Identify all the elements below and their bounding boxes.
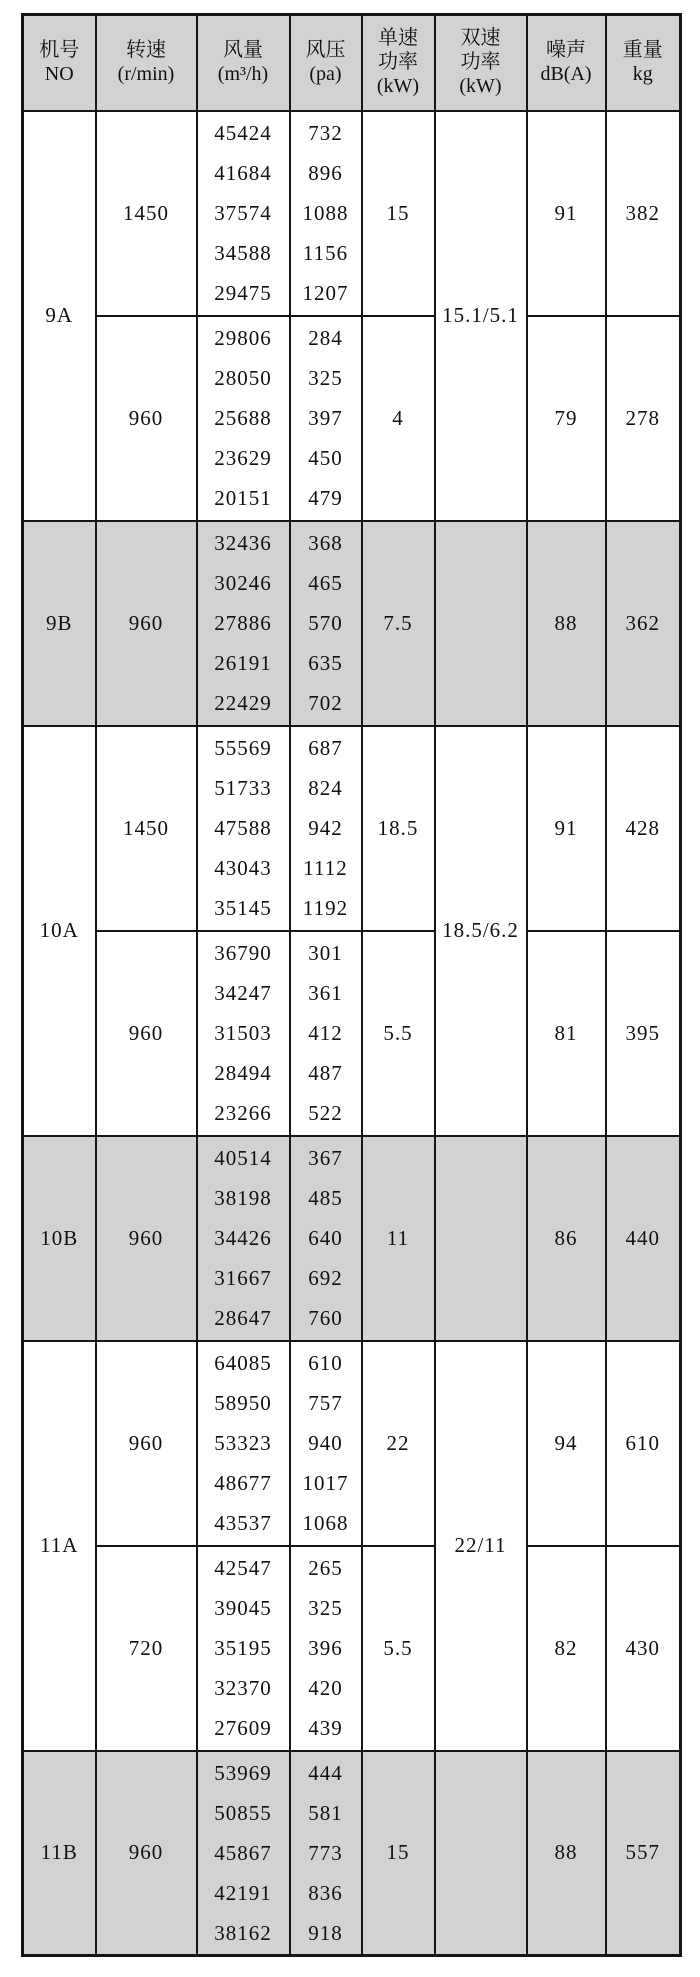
col-header-no bbox=[23, 15, 96, 111]
pressure-value: 896 bbox=[308, 161, 343, 185]
volume-value: 28647 bbox=[214, 1306, 272, 1330]
spec-table-body bbox=[23, 111, 681, 1956]
pressure-value: 522 bbox=[308, 1101, 343, 1125]
volume-value: 53323 bbox=[214, 1431, 272, 1455]
pressure-value: 760 bbox=[308, 1306, 343, 1330]
speed-cell: 960 bbox=[96, 316, 197, 521]
pressure-value: 1112 bbox=[303, 856, 348, 880]
pressure-value: 702 bbox=[308, 691, 343, 715]
header-line: (m³/h) bbox=[217, 62, 269, 85]
dual-power-cell bbox=[435, 1136, 527, 1341]
pressure-value: 439 bbox=[308, 1716, 343, 1740]
pressure-value: 610 bbox=[308, 1351, 343, 1375]
volume-value: 51733 bbox=[214, 776, 272, 800]
volume-value: 48677 bbox=[214, 1471, 272, 1495]
noise-cell: 81 bbox=[527, 931, 606, 1136]
single-power-cell: 18.5 bbox=[362, 726, 435, 931]
pressure-cell bbox=[290, 1341, 362, 1546]
volume-values bbox=[198, 523, 289, 723]
header-line: 噪声 bbox=[546, 39, 586, 62]
pressure-value: 824 bbox=[308, 776, 343, 800]
volume-values bbox=[198, 1138, 289, 1338]
single-power-cell: 4 bbox=[362, 316, 435, 521]
header-line: 功率 bbox=[378, 50, 418, 73]
volume-value: 37574 bbox=[214, 201, 272, 225]
volume-value: 38162 bbox=[214, 1920, 272, 1945]
volume-value: 34247 bbox=[214, 981, 272, 1005]
pressure-values bbox=[291, 1753, 361, 1953]
volume-values bbox=[198, 728, 289, 928]
volume-value: 27609 bbox=[214, 1716, 272, 1740]
pressure-value: 635 bbox=[308, 651, 343, 675]
dual-power-cell: 22/11 bbox=[435, 1341, 527, 1751]
header-line: dB(A) bbox=[540, 62, 592, 85]
volume-values bbox=[198, 1753, 289, 1953]
volume-value: 29806 bbox=[214, 326, 272, 350]
pressure-cell bbox=[290, 1751, 362, 1956]
volume-value: 34426 bbox=[214, 1226, 272, 1250]
noise-cell: 91 bbox=[527, 111, 606, 316]
volume-value: 42547 bbox=[214, 1556, 272, 1580]
dual-power-cell bbox=[435, 521, 527, 726]
single-power-cell: 15 bbox=[362, 111, 435, 316]
spec-row bbox=[23, 1546, 681, 1751]
pressure-value: 1068 bbox=[302, 1511, 349, 1535]
header-line: 双速 bbox=[460, 27, 501, 50]
no-cell: 11A bbox=[23, 1341, 96, 1751]
volume-values bbox=[198, 113, 289, 313]
speed-cell: 1450 bbox=[96, 111, 197, 316]
volume-value: 23629 bbox=[214, 446, 272, 470]
volume-value: 36790 bbox=[214, 941, 272, 965]
volume-cell bbox=[197, 316, 290, 521]
no-cell: 10A bbox=[23, 726, 96, 1136]
weight-cell: 278 bbox=[606, 316, 681, 521]
volume-cell bbox=[197, 1136, 290, 1341]
speed-cell: 1450 bbox=[96, 726, 197, 931]
header-line: (kW) bbox=[459, 74, 502, 97]
header-line: 功率 bbox=[460, 50, 501, 73]
volume-value: 28050 bbox=[214, 366, 272, 390]
volume-cell bbox=[197, 1341, 290, 1546]
col-header-weight bbox=[606, 15, 681, 111]
volume-value: 64085 bbox=[214, 1351, 272, 1375]
volume-value: 32370 bbox=[214, 1676, 272, 1700]
pressure-cell bbox=[290, 316, 362, 521]
pressure-value: 396 bbox=[308, 1636, 343, 1660]
single-power-cell: 5.5 bbox=[362, 931, 435, 1136]
pressure-values bbox=[291, 933, 361, 1133]
volume-values bbox=[198, 1343, 289, 1543]
dual-power-cell: 15.1/5.1 bbox=[435, 111, 527, 521]
pressure-value: 1017 bbox=[302, 1471, 349, 1495]
volume-cell bbox=[197, 111, 290, 316]
pressure-value: 325 bbox=[308, 366, 343, 390]
header-line: 风量 bbox=[223, 39, 263, 62]
header-row bbox=[23, 15, 681, 111]
pressure-cell bbox=[290, 726, 362, 931]
noise-cell: 88 bbox=[527, 521, 606, 726]
volume-cell bbox=[197, 1751, 290, 1956]
noise-cell: 82 bbox=[527, 1546, 606, 1751]
volume-value: 43537 bbox=[214, 1511, 272, 1535]
volume-value: 45424 bbox=[214, 121, 272, 145]
col-header-speed bbox=[96, 15, 197, 111]
volume-value: 58950 bbox=[214, 1391, 272, 1415]
pressure-values bbox=[291, 1138, 361, 1338]
pressure-value: 918 bbox=[308, 1920, 343, 1945]
spec-row bbox=[23, 316, 681, 521]
pressure-value: 581 bbox=[308, 1800, 343, 1825]
noise-cell: 91 bbox=[527, 726, 606, 931]
pressure-value: 367 bbox=[308, 1146, 343, 1170]
spec-row bbox=[23, 1751, 681, 1956]
pressure-cell bbox=[290, 931, 362, 1136]
pressure-value: 1207 bbox=[302, 281, 349, 305]
spec-row bbox=[23, 111, 681, 316]
pressure-value: 732 bbox=[308, 121, 343, 145]
col-header-volume bbox=[197, 15, 290, 111]
speed-cell: 960 bbox=[96, 931, 197, 1136]
pressure-value: 265 bbox=[308, 1556, 343, 1580]
single-power-cell: 22 bbox=[362, 1341, 435, 1546]
header-line: 单速 bbox=[378, 27, 418, 50]
pressure-values bbox=[291, 1343, 361, 1543]
volume-value: 31503 bbox=[214, 1021, 272, 1045]
pressure-value: 479 bbox=[308, 486, 343, 510]
volume-value: 32436 bbox=[214, 531, 272, 555]
volume-value: 45867 bbox=[214, 1840, 272, 1865]
volume-value: 53969 bbox=[214, 1760, 272, 1785]
noise-cell: 86 bbox=[527, 1136, 606, 1341]
spec-row bbox=[23, 1341, 681, 1546]
speed-cell: 960 bbox=[96, 1751, 197, 1956]
pressure-value: 444 bbox=[308, 1760, 343, 1785]
pressure-value: 325 bbox=[308, 1596, 343, 1620]
dual-power-cell bbox=[435, 1751, 527, 1956]
single-power-cell: 5.5 bbox=[362, 1546, 435, 1751]
volume-values bbox=[198, 1548, 289, 1748]
pressure-value: 465 bbox=[308, 571, 343, 595]
col-header-single-power bbox=[362, 15, 435, 111]
volume-value: 43043 bbox=[214, 856, 272, 880]
pressure-value: 450 bbox=[308, 446, 343, 470]
volume-value: 39045 bbox=[214, 1596, 272, 1620]
speed-cell: 960 bbox=[96, 1136, 197, 1341]
volume-value: 29475 bbox=[214, 281, 272, 305]
weight-cell: 428 bbox=[606, 726, 681, 931]
spec-row bbox=[23, 726, 681, 931]
no-cell: 11B bbox=[23, 1751, 96, 1956]
pressure-cell bbox=[290, 521, 362, 726]
volume-value: 42191 bbox=[214, 1880, 272, 1905]
spec-row bbox=[23, 1136, 681, 1341]
volume-value: 40514 bbox=[214, 1146, 272, 1170]
weight-cell: 440 bbox=[606, 1136, 681, 1341]
single-power-cell: 11 bbox=[362, 1136, 435, 1341]
pressure-value: 1192 bbox=[302, 896, 349, 920]
weight-cell: 557 bbox=[606, 1751, 681, 1956]
weight-cell: 430 bbox=[606, 1546, 681, 1751]
pressure-value: 836 bbox=[308, 1880, 343, 1905]
header-line: 风压 bbox=[305, 39, 346, 62]
pressure-value: 361 bbox=[308, 981, 343, 1005]
pressure-values bbox=[291, 523, 361, 723]
volume-cell bbox=[197, 521, 290, 726]
pressure-value: 420 bbox=[308, 1676, 343, 1700]
volume-value: 50855 bbox=[214, 1800, 272, 1825]
col-header-noise bbox=[527, 15, 606, 111]
pressure-value: 942 bbox=[308, 816, 343, 840]
weight-cell: 395 bbox=[606, 931, 681, 1136]
col-header-dual-power bbox=[435, 15, 527, 111]
volume-value: 38198 bbox=[214, 1186, 272, 1210]
volume-value: 41684 bbox=[214, 161, 272, 185]
pressure-value: 412 bbox=[308, 1021, 343, 1045]
volume-value: 28494 bbox=[214, 1061, 272, 1085]
volume-value: 26191 bbox=[214, 651, 272, 675]
pressure-value: 773 bbox=[308, 1840, 343, 1865]
fan-spec-table bbox=[21, 13, 682, 1957]
header-line: 重量 bbox=[622, 39, 663, 62]
volume-value: 27886 bbox=[214, 611, 272, 635]
col-header-pressure bbox=[290, 15, 362, 111]
volume-value: 31667 bbox=[214, 1266, 272, 1290]
weight-cell: 610 bbox=[606, 1341, 681, 1546]
pressure-value: 1156 bbox=[302, 241, 349, 265]
pressure-value: 687 bbox=[308, 736, 343, 760]
volume-value: 22429 bbox=[214, 691, 272, 715]
volume-cell bbox=[197, 931, 290, 1136]
pressure-cell bbox=[290, 1546, 362, 1751]
pressure-cell bbox=[290, 111, 362, 316]
volume-value: 23266 bbox=[214, 1101, 272, 1125]
dual-power-cell: 18.5/6.2 bbox=[435, 726, 527, 1136]
pressure-cell bbox=[290, 1136, 362, 1341]
volume-values bbox=[198, 318, 289, 518]
pressure-values bbox=[291, 113, 361, 313]
header-line: kg bbox=[632, 62, 653, 85]
header-line: NO bbox=[44, 62, 74, 85]
speed-cell: 720 bbox=[96, 1546, 197, 1751]
speed-cell: 960 bbox=[96, 1341, 197, 1546]
pressure-values bbox=[291, 318, 361, 518]
pressure-value: 487 bbox=[308, 1061, 343, 1085]
volume-value: 47588 bbox=[214, 816, 272, 840]
volume-cell bbox=[197, 1546, 290, 1751]
header-line: 转速 bbox=[126, 39, 166, 62]
pressure-value: 368 bbox=[308, 531, 343, 555]
no-cell: 9A bbox=[23, 111, 96, 521]
pressure-value: 640 bbox=[308, 1226, 343, 1250]
pressure-value: 284 bbox=[308, 326, 343, 350]
no-cell: 9B bbox=[23, 521, 96, 726]
volume-value: 55569 bbox=[214, 736, 272, 760]
weight-cell: 382 bbox=[606, 111, 681, 316]
volume-value: 35145 bbox=[214, 896, 272, 920]
volume-value: 20151 bbox=[214, 486, 272, 510]
pressure-value: 301 bbox=[308, 941, 343, 965]
spec-row bbox=[23, 521, 681, 726]
single-power-cell: 15 bbox=[362, 1751, 435, 1956]
weight-cell: 362 bbox=[606, 521, 681, 726]
pressure-value: 485 bbox=[308, 1186, 343, 1210]
header-line: (r/min) bbox=[117, 62, 175, 85]
header-line: (pa) bbox=[309, 62, 342, 85]
volume-value: 35195 bbox=[214, 1636, 272, 1660]
pressure-value: 940 bbox=[308, 1431, 343, 1455]
pressure-value: 692 bbox=[308, 1266, 343, 1290]
pressure-values bbox=[291, 728, 361, 928]
header-line: 机号 bbox=[39, 39, 80, 62]
table-header bbox=[23, 15, 681, 111]
noise-cell: 88 bbox=[527, 1751, 606, 1956]
pressure-value: 570 bbox=[308, 611, 343, 635]
no-cell: 10B bbox=[23, 1136, 96, 1341]
volume-value: 30246 bbox=[214, 571, 272, 595]
pressure-value: 1088 bbox=[302, 201, 349, 225]
volume-value: 34588 bbox=[214, 241, 272, 265]
pressure-values bbox=[291, 1548, 361, 1748]
pressure-value: 757 bbox=[308, 1391, 343, 1415]
volume-value: 25688 bbox=[214, 406, 272, 430]
volume-values bbox=[198, 933, 289, 1133]
single-power-cell: 7.5 bbox=[362, 521, 435, 726]
pressure-value: 397 bbox=[308, 406, 343, 430]
noise-cell: 94 bbox=[527, 1341, 606, 1546]
header-line: (kW) bbox=[376, 74, 420, 97]
speed-cell: 960 bbox=[96, 521, 197, 726]
noise-cell: 79 bbox=[527, 316, 606, 521]
volume-cell bbox=[197, 726, 290, 931]
spec-row bbox=[23, 931, 681, 1136]
